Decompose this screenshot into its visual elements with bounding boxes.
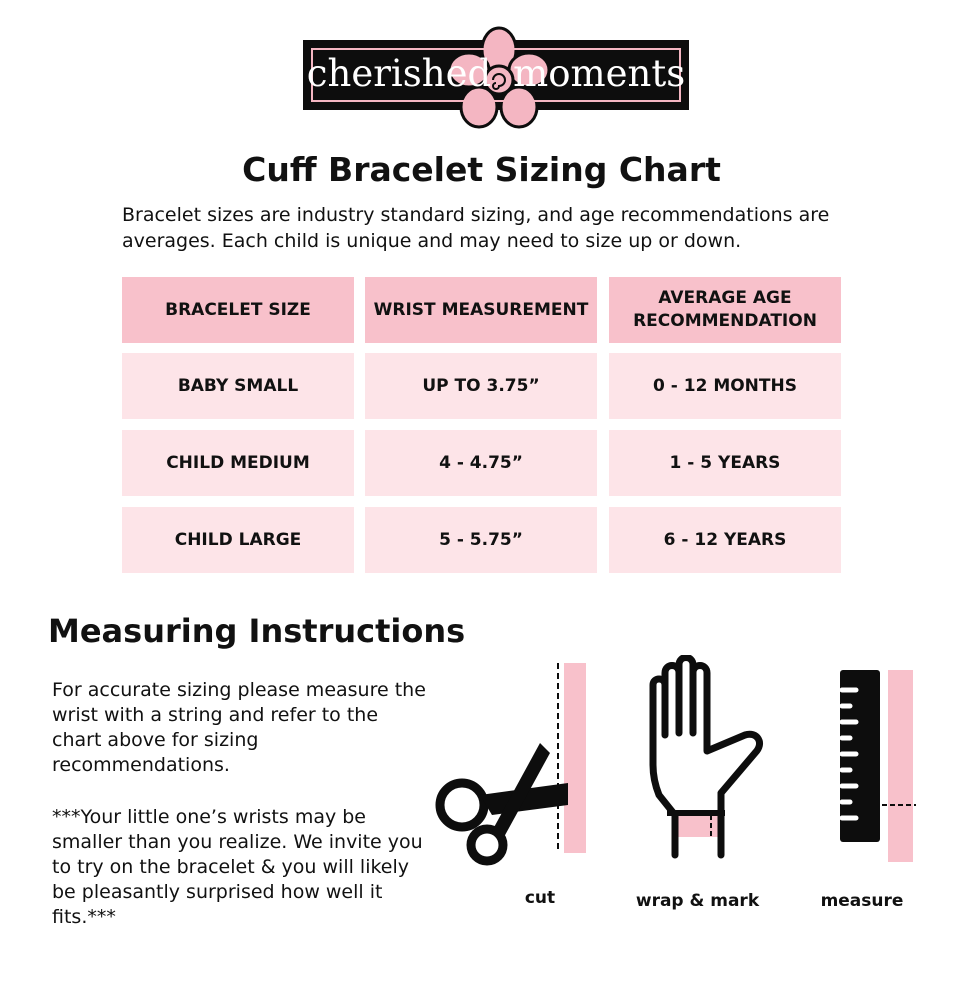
table-header: WRIST MEASUREMENT	[365, 277, 597, 343]
hand-icon	[645, 655, 780, 865]
table-cell: 1 - 5 YEARS	[609, 430, 841, 496]
table-cell: 0 - 12 MONTHS	[609, 353, 841, 419]
table-cell: BABY SMALL	[122, 353, 354, 419]
brand-name	[306, 52, 686, 95]
scissors-icon	[432, 655, 592, 870]
intro-text: Bracelet sizes are industry standard sizing, and age recommendations are averages. Each child is unique and may need to size up or down.	[122, 204, 830, 252]
page-title: Cuff Bracelet Sizing Chart	[242, 150, 721, 189]
instructions-heading: Measuring Instructions	[48, 612, 466, 650]
step-label-wrap-mark: wrap & mark	[635, 891, 760, 911]
brand-name-part1: cherished	[306, 52, 492, 95]
table-cell: CHILD LARGE	[122, 507, 354, 573]
step-label-measure: measure	[820, 891, 904, 911]
step-label-cut: cut	[524, 888, 556, 908]
brand-logo	[303, 40, 689, 110]
ruler-icon	[838, 668, 918, 863]
table-cell: UP TO 3.75”	[365, 353, 597, 419]
table-header: AVERAGE AGE RECOMMENDATION	[609, 277, 841, 343]
table-cell: 5 - 5.75”	[365, 507, 597, 573]
brand-name-part2: moments	[513, 52, 686, 95]
table-header: BRACELET SIZE	[122, 277, 354, 343]
table-cell: 6 - 12 YEARS	[609, 507, 841, 573]
instructions-paragraph: For accurate sizing please measure the wrist with a string and refer to the chart above for sizing recommendations.	[52, 679, 426, 776]
table-cell: CHILD MEDIUM	[122, 430, 354, 496]
instructions-note: ***Your little one’s wrists may be smaller than you realize. We invite you to try on the bracelet & you will likely be pleasantly surprised how well it fits.***	[52, 806, 423, 928]
table-cell: 4 - 4.75”	[365, 430, 597, 496]
